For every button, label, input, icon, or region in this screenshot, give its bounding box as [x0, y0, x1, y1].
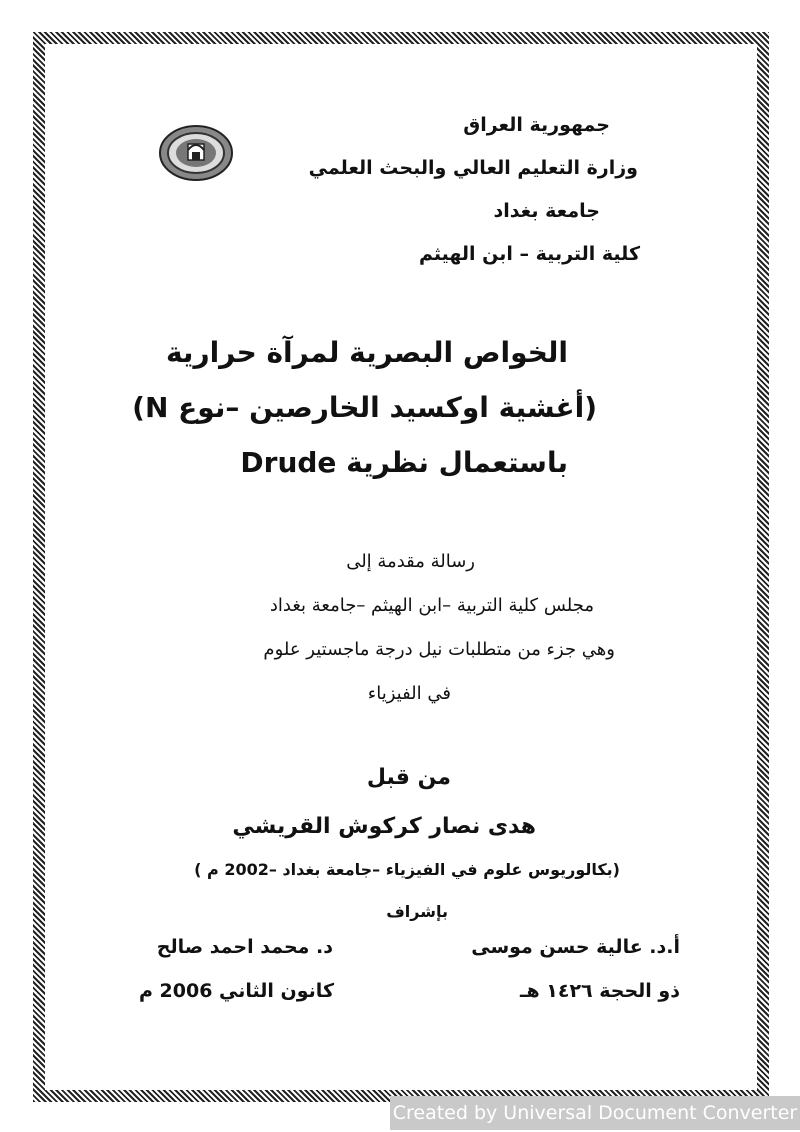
submission-line2: مجلس كلية التربية –ابن الهيثم –جامعة بغداد [269, 595, 594, 616]
thesis-title-line2: (أغشية اوكسيد الخارصين –نوع N) [132, 391, 597, 424]
header-country: جمهورية العراق [463, 114, 610, 136]
supervisor-2: د. محمد احمد صالح [156, 936, 333, 958]
author-by-label: من قبل [366, 765, 451, 790]
supervisor-1: أ.د. عالية حسن موسى [471, 936, 680, 958]
submission-line3: وهي جزء من متطلبات نيل درجة ماجستير علوم [263, 639, 615, 660]
submission-line4: في الفيزياء [367, 683, 451, 704]
university-seal-icon [158, 124, 234, 182]
author-name: هدى نصار كركوش القريشي [232, 814, 536, 839]
submission-line1: رسالة مقدمة إلى [346, 551, 475, 572]
converter-watermark: Created by Universal Document Converter [390, 1096, 800, 1130]
supervision-label: بإشراف [386, 902, 448, 921]
author-degree: (بكالوريوس علوم في الفيزياء –جامعة بغداد –2002 م ) [194, 860, 620, 879]
header-ministry: وزارة التعليم العالي والبحث العلمي [308, 157, 638, 179]
date-hijri: ذو الحجة ١٤٢٦ هـ [519, 980, 680, 1002]
header-college: كلية التربية – ابن الهيثم [418, 243, 640, 265]
date-gregorian: كانون الثاني 2006 م [138, 980, 334, 1002]
header-university: جامعة بغداد [493, 200, 600, 222]
thesis-title-line3: باستعمال نظرية Drude [240, 446, 568, 479]
thesis-title-line1: الخواص البصرية لمرآة حرارية [165, 336, 568, 369]
